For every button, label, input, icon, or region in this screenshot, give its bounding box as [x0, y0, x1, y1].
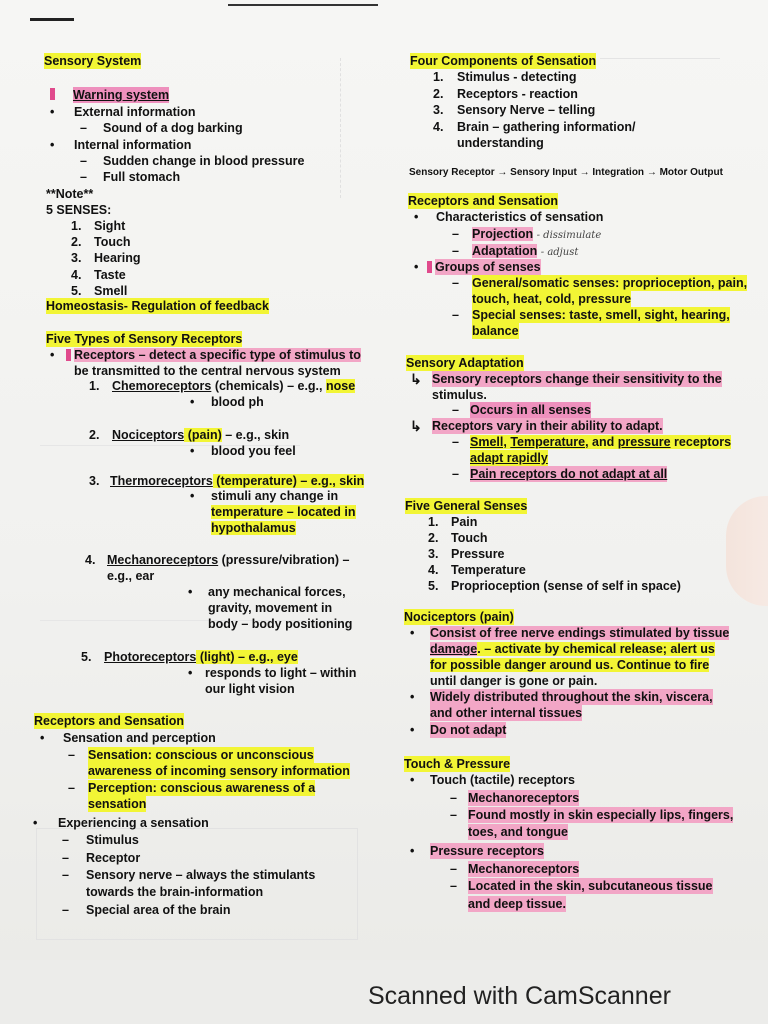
general-sense-item: Temperature — [451, 563, 526, 577]
list-number: 5. — [428, 579, 439, 593]
experiencing-item: Receptor — [86, 851, 141, 865]
sudden-change: Sudden change in blood pressure — [103, 154, 305, 168]
photoreceptors-note-2: our light vision — [205, 682, 295, 696]
thermoreceptors-desc: (temperature) – e.g., skin — [212, 474, 365, 488]
found-mostly-1: Found mostly in skin especially lips, fingers, — [468, 808, 734, 822]
receptors-vary: Receptors vary in their ability to adapt. — [432, 419, 663, 433]
sound-of-dog: Sound of a dog barking — [103, 121, 243, 135]
dash: – — [452, 276, 459, 290]
temperature-term: Temperature — [510, 435, 586, 449]
photoreceptors-note-1: responds to light – within — [205, 666, 357, 680]
general-sense-item: Pain — [451, 515, 478, 529]
heading-receptors-sensation-right: Receptors and Sensation — [408, 194, 559, 208]
dash: – — [452, 467, 459, 481]
dash: – — [80, 121, 87, 135]
special-senses-1: Special senses: taste, smell, sight, hearing, — [472, 308, 730, 322]
nociceptors-note: blood you feel — [211, 444, 296, 458]
dash: – — [450, 879, 457, 893]
camscanner-watermark: Scanned with CamScanner — [368, 982, 671, 1010]
warning-system: Warning system — [73, 88, 170, 102]
perception-definition-1: Perception: conscious awareness of a — [88, 781, 316, 795]
list-number: 4. — [433, 120, 444, 134]
bullet: • — [188, 585, 193, 599]
chemoreceptors-desc: (chemicals) – e.g., — [211, 379, 326, 393]
special-senses-2: balance — [472, 324, 519, 338]
list-item: Sight — [94, 219, 126, 233]
heading-five-types: Five Types of Sensory Receptors — [46, 332, 243, 346]
dash: – — [68, 748, 75, 762]
list-number: 5. — [71, 284, 82, 298]
consist-text-3: . – activate by chemical release; alert us — [477, 642, 715, 656]
highlight-flag — [50, 88, 55, 100]
pen-mark — [30, 18, 74, 21]
dash: – — [450, 862, 457, 876]
general-sense-item: Proprioception (sense of self in space) — [451, 579, 681, 593]
sensation-perception: Sensation and perception — [63, 731, 216, 745]
nociceptors-line — [112, 427, 289, 443]
list-number: 2. — [433, 87, 444, 101]
chemoreceptors-example: nose — [325, 379, 356, 393]
bleed-through-texture — [340, 58, 401, 198]
experiencing-item: Special area of the brain — [86, 903, 231, 917]
bullet: • — [188, 666, 193, 680]
list-number: 1. — [428, 515, 439, 529]
thermoreceptors-note-2-text: temperature – located in — [211, 505, 356, 519]
list-number: 3. — [89, 474, 100, 488]
five-senses-label: 5 SENSES: — [46, 203, 112, 217]
photoreceptors-line — [104, 649, 298, 665]
heading-sensory-adaptation: Sensory Adaptation — [406, 356, 524, 370]
damage-term: damage — [430, 642, 478, 656]
list-number: 3. — [428, 547, 439, 561]
mechanoreceptors-note-2: gravity, movement in — [208, 601, 333, 615]
list-number: 4. — [71, 268, 82, 282]
sensation-definition-2: awareness of incoming sensory information — [88, 764, 350, 778]
internal-information: Internal information — [74, 138, 192, 152]
list-item: Taste — [94, 268, 126, 282]
general-sense-item: Touch — [451, 531, 488, 545]
adapt-rapidly: adapt rapidly — [470, 451, 548, 465]
heading-sensory-system: Sensory System — [44, 54, 142, 68]
bullet: • — [410, 690, 415, 704]
adaptation: Adaptation — [472, 244, 538, 258]
bullet: • — [410, 626, 415, 640]
receptors-definition-line-1 — [74, 347, 361, 363]
mechanoreceptors-example: e.g., ear — [107, 569, 155, 583]
highlight-flag — [427, 261, 432, 273]
touch-receptors: Touch (tactile) receptors — [430, 773, 575, 787]
chemoreceptors-line — [112, 378, 355, 394]
component-item: understanding — [457, 136, 544, 150]
nociceptors-term: Nociceptors — [112, 428, 185, 442]
component-item: Stimulus - detecting — [457, 70, 577, 84]
receptors-definition-text: Receptors – detect a specific type of stimulus to — [74, 348, 361, 362]
list-item: Smell — [94, 284, 128, 298]
list-item: Touch — [94, 235, 131, 249]
bullet: • — [410, 723, 415, 737]
list-number: 5. — [81, 650, 92, 664]
consist-line-1 — [430, 625, 729, 641]
perception-definition-2: sensation — [88, 797, 147, 811]
consist-line-4: until danger is gone or pain. — [430, 674, 598, 688]
adaptation-desc-2: stimulus. — [432, 388, 487, 402]
adaptation-handwritten-note: - adjust — [540, 247, 579, 258]
experiencing-item: Stimulus — [86, 833, 139, 847]
bullet: • — [50, 138, 55, 152]
consist-text-1: Consist of free nerve endings stimulated by tissue — [430, 626, 730, 640]
mechanoreceptors-line — [107, 552, 349, 568]
pain-not-adapt: Pain receptors do not adapt at all — [470, 467, 668, 481]
consist-line-3 — [430, 657, 709, 673]
receptors-definition-line-2: be transmitted to the central nervous system — [74, 364, 341, 378]
receptors-word: receptors — [670, 435, 732, 449]
do-not-adapt: Do not adapt — [430, 723, 507, 737]
consist-line-2 — [430, 641, 715, 657]
sensory-flow: Sensory Receptor → Sensory Input → Integration → Motor Output — [409, 167, 723, 178]
sensation-definition-1: Sensation: conscious or unconscious — [88, 748, 314, 762]
experiencing-item: towards the brain-information — [86, 885, 264, 899]
projection: Projection — [472, 227, 534, 241]
dash: – — [68, 781, 75, 795]
smell-term: Smell — [470, 435, 504, 449]
photoreceptors-desc: (light) – e.g., eye — [196, 650, 298, 664]
mechanoreceptors-note-3: body – body positioning — [208, 617, 353, 631]
nociceptors-example: – e.g., skin — [221, 428, 290, 442]
experiencing-item: Sensory nerve – always the stimulants — [86, 868, 316, 882]
located-2: and deep tissue. — [468, 897, 566, 911]
list-number: 3. — [433, 103, 444, 117]
full-stomach: Full stomach — [103, 170, 181, 184]
groups-of-senses: Groups of senses — [435, 260, 541, 274]
consist-text-4: for possible danger around us. Continue to fire — [430, 658, 710, 672]
list-number: 2. — [71, 235, 82, 249]
photoreceptors-term: Photoreceptors — [104, 650, 197, 664]
finger-edge — [726, 496, 768, 606]
general-sense-item: Pressure — [451, 547, 505, 561]
dash: – — [452, 308, 459, 322]
heading-receptors-sensation-left: Receptors and Sensation — [34, 714, 185, 728]
widely-distributed-1: Widely distributed throughout the skin, viscera, — [430, 690, 713, 704]
dash: – — [452, 403, 459, 417]
general-senses-1: General/somatic senses: proprioception, pain, — [472, 276, 748, 290]
thermoreceptors-note-1: stimuli any change in — [211, 489, 339, 503]
dash: – — [452, 244, 459, 258]
list-number: 4. — [85, 553, 96, 567]
separator: , — [503, 435, 511, 449]
bullet: • — [410, 844, 415, 858]
bleed-through-texture — [600, 58, 720, 60]
dash: – — [450, 808, 457, 822]
thermoreceptors-note-3-text: hypothalamus — [211, 521, 296, 535]
dash: – — [62, 833, 69, 847]
rapid-adapt-line — [470, 434, 731, 450]
list-item: Hearing — [94, 251, 141, 265]
bullet: • — [410, 773, 415, 787]
adaptation-desc-1: Sensory receptors change their sensitivity to the — [432, 372, 722, 386]
heading-five-general: Five General Senses — [405, 499, 528, 513]
arrow-icon: ↳ — [410, 371, 422, 387]
bullet: • — [190, 489, 195, 503]
mechanoreceptors-term: Mechanoreceptors — [107, 553, 219, 567]
bullet: • — [414, 210, 419, 224]
bullet: • — [190, 444, 195, 458]
dash: – — [452, 227, 459, 241]
projection-line — [472, 226, 601, 244]
page-edge-mark — [228, 4, 378, 6]
dash: – — [80, 170, 87, 184]
mechanoreceptors-note-1: any mechanical forces, — [208, 585, 346, 599]
located-1: Located in the skin, subcutaneous tissue — [468, 879, 713, 893]
experiencing-sensation: Experiencing a sensation — [58, 816, 209, 830]
thermoreceptors-line — [110, 473, 364, 489]
mechanoreceptors-pressure: Mechanoreceptors — [468, 862, 580, 876]
arrow-icon: ↳ — [410, 418, 422, 434]
dash: – — [62, 851, 69, 865]
mechanoreceptors-desc: (pressure/vibration) – — [218, 553, 350, 567]
thermoreceptors-term: Thermoreceptors — [110, 474, 213, 488]
note: **Note** — [46, 187, 94, 201]
heading-four-components: Four Components of Sensation — [410, 54, 597, 68]
bullet: • — [50, 105, 55, 119]
separator: , and — [585, 435, 618, 449]
pressure-term: pressure — [617, 435, 671, 449]
list-number: 2. — [89, 428, 100, 442]
mechanoreceptors-touch: Mechanoreceptors — [468, 791, 580, 805]
thermoreceptors-note-2 — [211, 504, 356, 520]
bullet: • — [414, 260, 419, 274]
heading-nociceptors: Nociceptors (pain) — [404, 610, 514, 624]
occurs-all-senses: Occurs in all senses — [470, 403, 591, 417]
list-number: 3. — [71, 251, 82, 265]
bullet: • — [190, 395, 195, 409]
pressure-receptors: Pressure receptors — [430, 844, 544, 858]
component-item: Brain – gathering information/ — [457, 120, 636, 134]
dash: – — [80, 154, 87, 168]
highlight-flag — [66, 349, 71, 361]
dash: – — [62, 868, 69, 882]
characteristics: Characteristics of sensation — [436, 210, 604, 224]
widely-distributed-2: and other internal tissues — [430, 706, 583, 720]
projection-handwritten-note: - dissimulate — [536, 230, 602, 241]
found-mostly-2: toes, and tongue — [468, 825, 568, 839]
list-number: 1. — [433, 70, 444, 84]
dash: – — [62, 903, 69, 917]
component-item: Sensory Nerve – telling — [457, 103, 596, 117]
nociceptors-desc: (pain) — [184, 428, 222, 442]
dash: – — [452, 435, 459, 449]
component-item: Receptors - reaction — [457, 87, 578, 101]
thermoreceptors-note-3 — [211, 520, 296, 536]
homeostasis: Homeostasis- Regulation of feedback — [46, 299, 269, 313]
general-senses-2: touch, heat, cold, pressure — [472, 292, 632, 306]
chemoreceptors-note: blood ph — [211, 395, 264, 409]
bullet: • — [40, 731, 45, 745]
bullet: • — [50, 348, 55, 362]
list-number: 2. — [428, 531, 439, 545]
chemoreceptors-term: Chemoreceptors — [112, 379, 212, 393]
list-number: 4. — [428, 563, 439, 577]
heading-touch-pressure: Touch & Pressure — [404, 757, 511, 771]
external-information: External information — [74, 105, 196, 119]
dash: – — [450, 791, 457, 805]
list-number: 1. — [71, 219, 82, 233]
list-number: 1. — [89, 379, 100, 393]
bullet: • — [33, 816, 38, 830]
